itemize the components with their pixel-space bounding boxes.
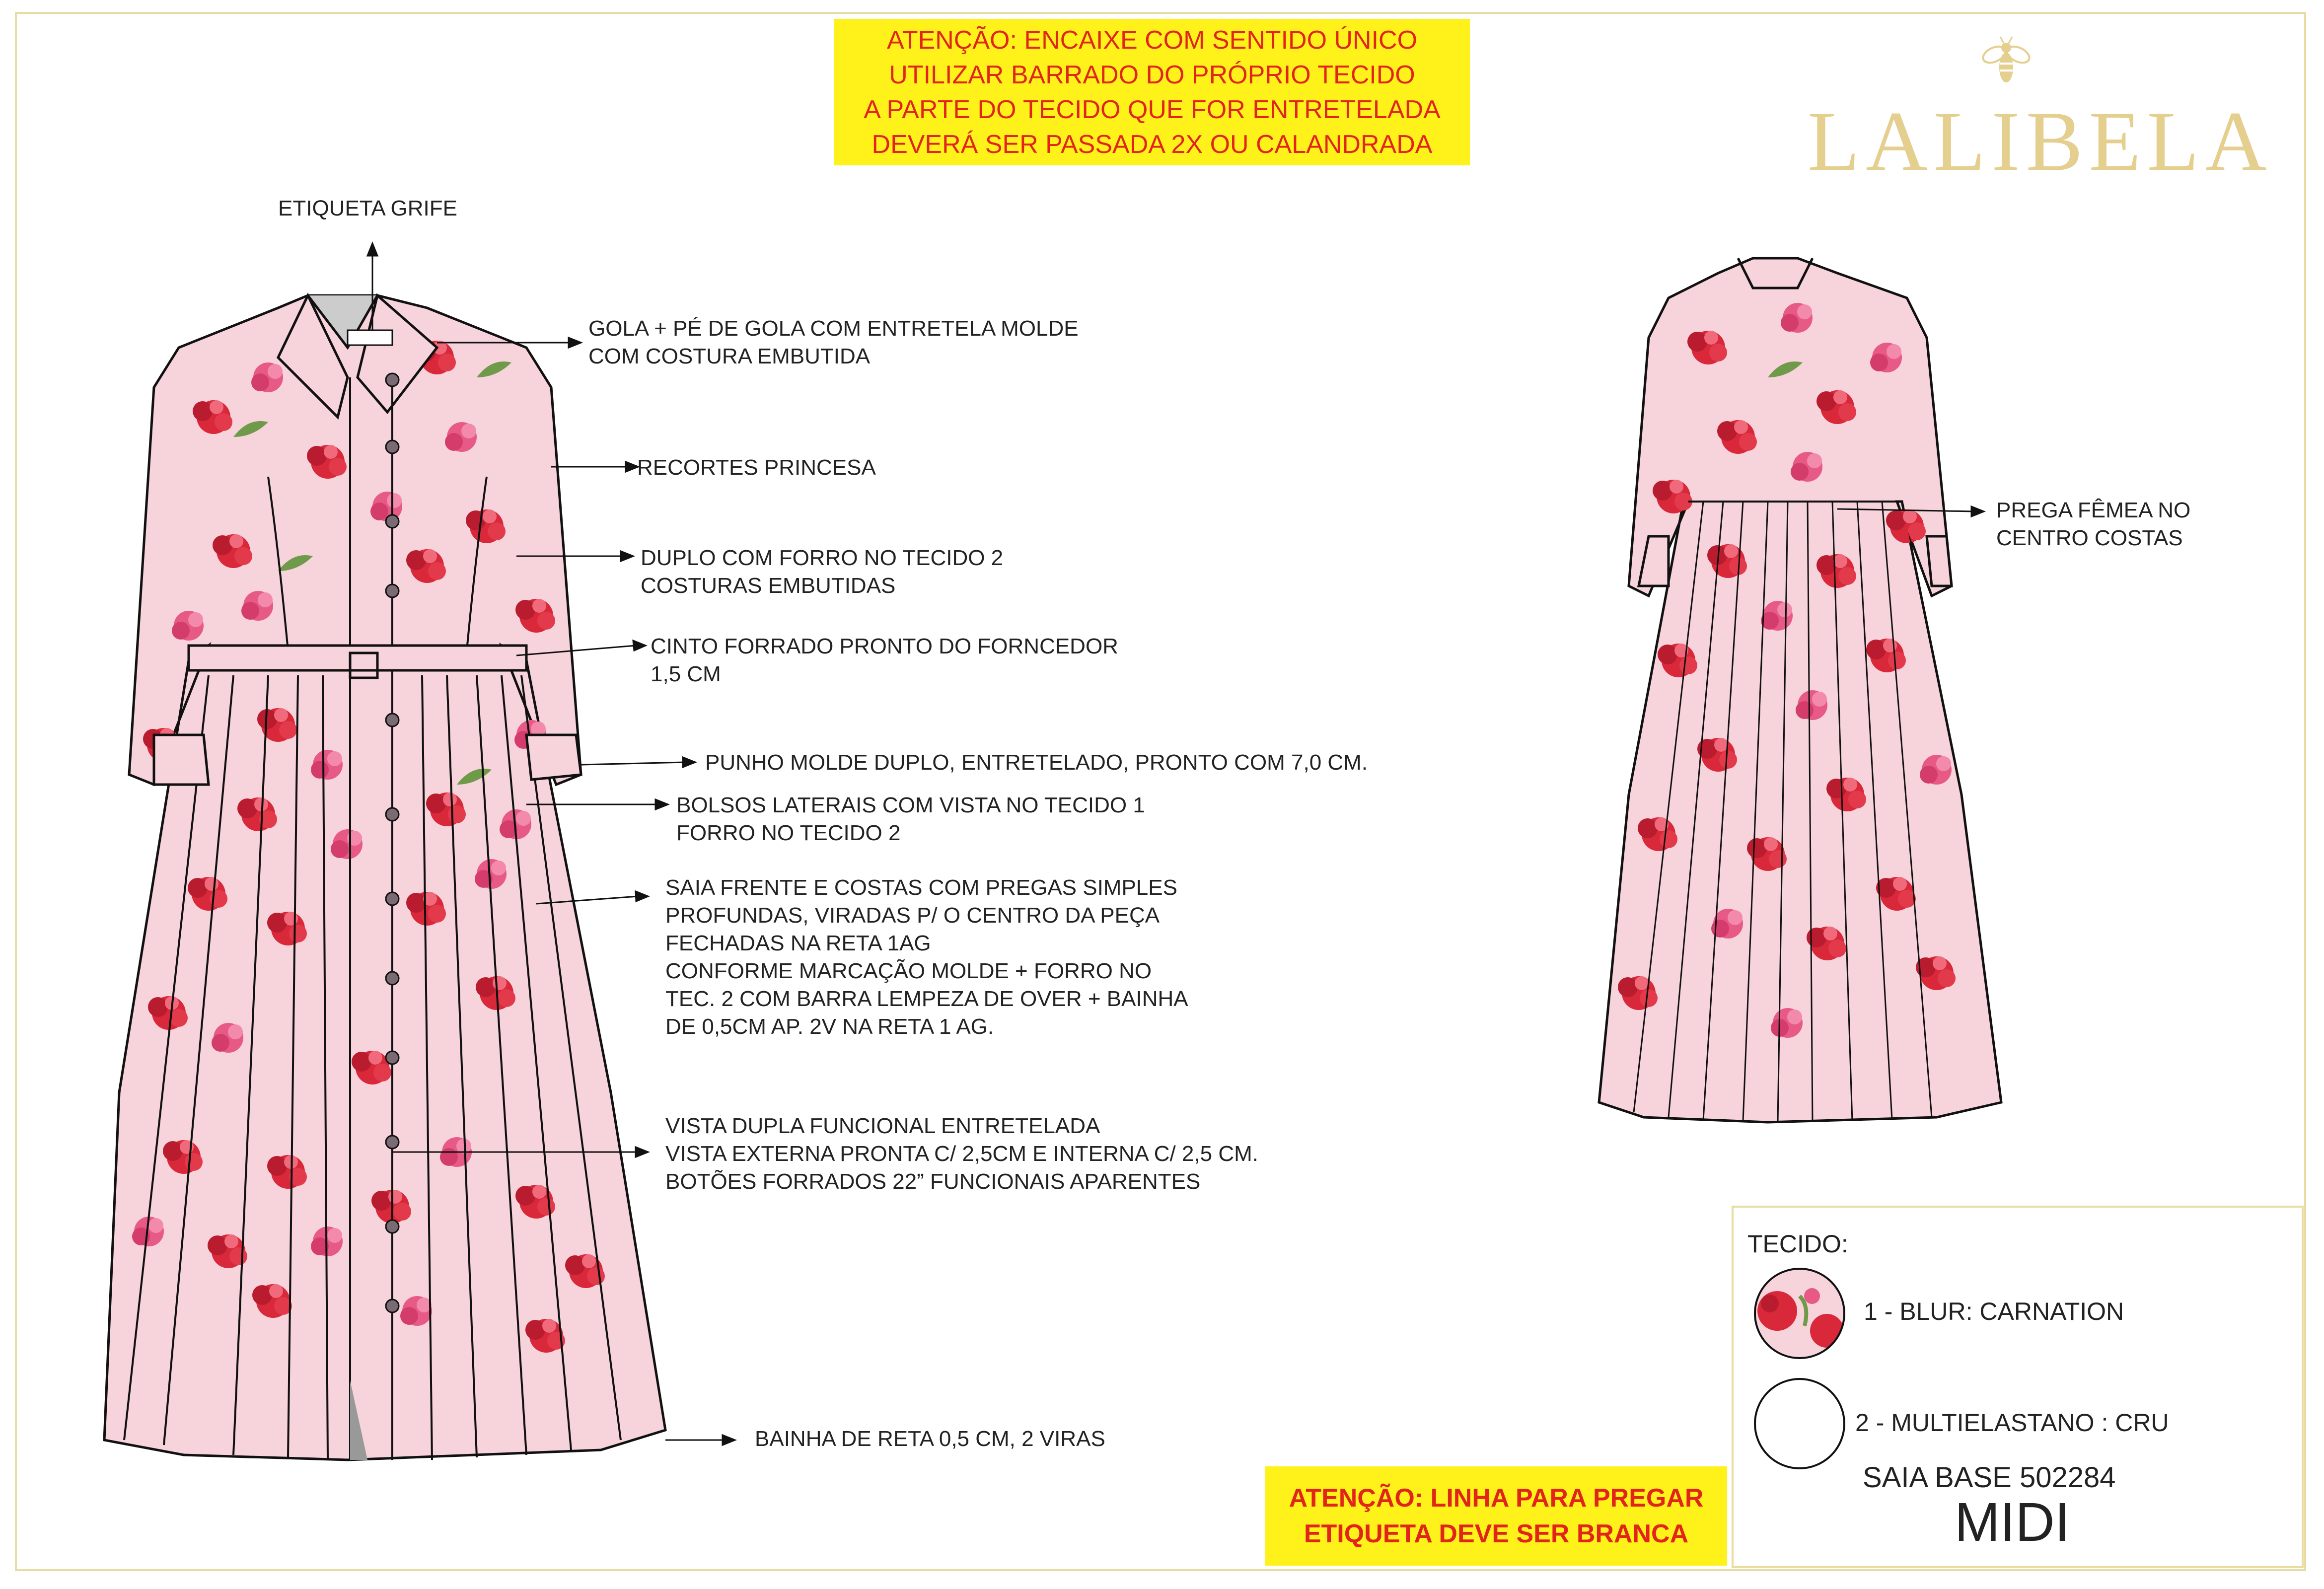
annotation-hem: BAINHA DE RETA 0,5 CM, 2 VIRAS [755, 1427, 1105, 1451]
annotation-cuff: PUNHO MOLDE DUPLO, ENTRETELADO, PRONTO COM 7,0 CM. [705, 750, 1368, 775]
annotation-line: BOLSOS LATERAIS COM VISTA NO TECIDO 1 [676, 793, 1145, 817]
brand-logo: LALIBELA [1808, 94, 2273, 189]
annotation-princess-seams: RECORTES PRINCESA [637, 455, 876, 480]
annotation-line: PROFUNDAS, VIRADAS P/ O CENTRO DA PEÇA [665, 903, 1160, 928]
bottom-warning-line: ATENÇÃO: LINHA PARA PREGAR [1289, 1484, 1704, 1513]
annotation-line: TEC. 2 COM BARRA LEMPEZA DE OVER + BAINHA [665, 987, 1188, 1011]
fabric-length: MIDI [1955, 1492, 2070, 1553]
annotation-line: COM COSTURA EMBUTIDA [588, 344, 871, 368]
fabric-title: TECIDO: [1747, 1230, 1848, 1258]
annotation-line: VISTA DUPLA FUNCIONAL ENTRETELADA [665, 1114, 1100, 1138]
fabric-item-2-label: 2 - MULTIELASTANO : CRU [1855, 1409, 2169, 1437]
fabric-base-code: SAIA BASE 502284 [1863, 1461, 2116, 1494]
annotation-line: CINTO FORRADO PRONTO DO FORNCEDOR [651, 634, 1118, 658]
fabric-item-1-label: 1 - BLUR: CARNATION [1864, 1298, 2124, 1325]
annotation-skirt-pleats [665, 874, 1188, 1041]
annotation-belt [651, 633, 1118, 688]
top-warning-line: ATENÇÃO: ENCAIXE COM SENTIDO ÚNICO [886, 25, 1418, 55]
annotation-line: 1,5 CM [651, 662, 721, 686]
bottom-warning-line: ETIQUETA DEVE SER BRANCA [1304, 1519, 1689, 1548]
annotation-line: PREGA FÊMEA NO [1996, 498, 2191, 522]
bottom-warning-box [1265, 1466, 1727, 1566]
annotation-line: CONFORME MARCAÇÃO MOLDE + FORRO NO [665, 959, 1152, 983]
top-warning-line: UTILIZAR BARRADO DO PRÓPRIO TECIDO [889, 60, 1415, 89]
annotation-back-pleat [1996, 497, 2190, 552]
front-dress-drawing [104, 295, 665, 1460]
blank-swatch-icon [1752, 1376, 1847, 1471]
annotation-pockets [676, 792, 1145, 847]
annotation-line: DUPLO COM FORRO NO TECIDO 2 [641, 546, 1004, 570]
annotation-line: FORRO NO TECIDO 2 [676, 821, 901, 845]
fabric-info-box [1732, 1206, 2304, 1568]
annotation-line: DE 0,5CM AP. 2V NA RETA 1 AG. [665, 1014, 994, 1039]
annotation-label-tag: ETIQUETA GRIFE [278, 196, 458, 220]
floral-swatch-icon [1752, 1266, 1847, 1361]
annotation-collar [588, 315, 1079, 370]
annotation-placket [665, 1112, 1258, 1196]
annotation-line: COSTURAS EMBUTIDAS [641, 574, 896, 598]
annotation-line: GOLA + PÉ DE GOLA COM ENTRETELA MOLDE [588, 316, 1079, 341]
top-warning-line: A PARTE DO TECIDO QUE FOR ENTRETELADA [864, 95, 1441, 124]
top-warning-line: DEVERÁ SER PASSADA 2X OU CALANDRADA [872, 130, 1433, 159]
annotation-line: VISTA EXTERNA PRONTA C/ 2,5CM E INTERNA C/ 2,5 CM. [665, 1142, 1258, 1166]
annotation-line: BOTÕES FORRADOS 22” FUNCIONAIS APARENTES [665, 1169, 1201, 1194]
annotation-double-lining [641, 544, 1003, 600]
annotation-line: CENTRO COSTAS [1996, 526, 2183, 550]
annotation-line: FECHADAS NA RETA 1AG [665, 931, 931, 955]
annotation-line: SAIA FRENTE E COSTAS COM PREGAS SIMPLES [665, 875, 1177, 900]
back-dress-drawing [1599, 258, 2001, 1122]
